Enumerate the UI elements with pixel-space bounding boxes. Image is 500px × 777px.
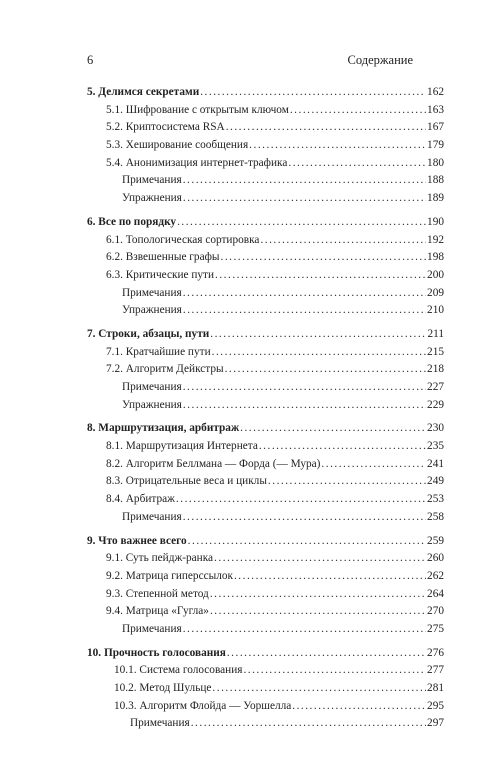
running-title: Содержание: [347, 53, 413, 67]
toc-entry-title: 9.2. Матрица гиперссылок: [106, 569, 233, 582]
toc-entry-title: 10.3. Алгоритм Флойда — Уоршелла: [114, 699, 292, 712]
dot-leader: [183, 621, 426, 639]
toc-page-number: 264: [427, 587, 444, 600]
dot-leader: [221, 249, 427, 267]
toc-entry-title: 10. Прочность голосования: [87, 646, 226, 659]
toc-note-entry[interactable]: [87, 190, 444, 208]
toc-section: [87, 645, 444, 733]
toc-subsection[interactable]: [87, 473, 444, 491]
toc-entry-title: 7.2. Алгоритм Дейкстры: [106, 363, 224, 376]
toc-entry-title: 5.3. Хеширование сообщения: [106, 139, 249, 152]
toc-entry-title: Упражнения: [122, 192, 182, 205]
toc-entry-title: 5. Делимся секретами: [87, 86, 200, 98]
toc-subsection[interactable]: [87, 232, 444, 250]
toc-entry-title: 8. Маршрутизация, арбитраж: [87, 422, 240, 435]
toc-note-entry[interactable]: [87, 621, 444, 639]
toc-chapter[interactable]: [87, 533, 444, 551]
toc-subsection[interactable]: [87, 119, 444, 137]
toc-entry-title: 9. Что важнее всего: [87, 534, 187, 547]
toc-subsection[interactable]: [87, 361, 444, 379]
toc-section: [87, 214, 444, 320]
dot-leader: [227, 645, 426, 663]
toc-page-number: 209: [427, 286, 444, 299]
toc-subsection[interactable]: [87, 249, 444, 267]
toc-page-number: 229: [427, 398, 444, 411]
toc-page-number: 211: [427, 327, 444, 340]
toc-page-number: 281: [427, 682, 444, 694]
toc-entry-title: Упражнения: [122, 304, 182, 317]
toc-section: [87, 326, 444, 414]
table-of-contents: [87, 84, 444, 733]
dot-leader: [290, 102, 426, 120]
toc-note-entry[interactable]: [87, 172, 444, 190]
toc-subsection[interactable]: [87, 102, 444, 120]
toc-page-number: 218: [427, 363, 444, 376]
dot-leader: [268, 473, 426, 491]
toc-section: [87, 420, 444, 526]
toc-page-number: 230: [427, 422, 444, 435]
toc-subsection[interactable]: [87, 568, 444, 586]
dot-leader: [214, 550, 426, 568]
toc-entry-title: 5.1. Шифрование с открытым ключом: [106, 103, 289, 116]
toc-entry-title: 8.4. Арбитраж: [106, 493, 175, 506]
dot-leader: [210, 586, 426, 604]
toc-entry-title: 8.1. Маршрутизация Интернета: [106, 440, 258, 453]
toc-entry-title: Примечания: [130, 717, 190, 730]
dot-leader: [210, 326, 426, 344]
toc-subsection[interactable]: [87, 603, 444, 621]
toc-subsection[interactable]: [87, 680, 444, 698]
toc-chapter[interactable]: [87, 214, 444, 232]
toc-entry-title: 6.1. Топологическая сортировка: [106, 233, 260, 246]
toc-entry-title: Примечания: [122, 381, 182, 393]
toc-page-number: 190: [427, 215, 444, 228]
dot-leader: [183, 379, 426, 397]
toc-entry-title: Упражнения: [122, 398, 182, 411]
dot-leader: [177, 214, 426, 232]
toc-page-number: 277: [427, 664, 444, 677]
toc-subsection[interactable]: [87, 456, 444, 474]
dot-leader: [292, 698, 426, 716]
toc-page-number: 241: [427, 457, 444, 470]
toc-entry-title: 6. Все по порядку: [87, 215, 177, 228]
toc-page-number: 276: [427, 646, 444, 659]
toc-subsection[interactable]: [87, 137, 444, 155]
toc-subsection[interactable]: [87, 155, 444, 173]
toc-page-number: 163: [427, 103, 444, 116]
toc-page-number: 275: [427, 622, 444, 635]
toc-page-number: 198: [427, 251, 444, 264]
toc-entry-title: Примечания: [122, 510, 182, 523]
dot-leader: [183, 397, 426, 415]
dot-leader: [215, 267, 426, 285]
toc-chapter[interactable]: [87, 326, 444, 344]
toc-entry-title: 5.4. Анонимизация интернет-трафика: [106, 156, 288, 169]
toc-subsection[interactable]: [87, 491, 444, 509]
toc-note-entry[interactable]: [87, 509, 444, 527]
toc-entry-title: Примечания: [122, 174, 182, 187]
toc-page-number: 188: [427, 174, 444, 187]
toc-page-number: 270: [427, 605, 444, 618]
toc-page-number: 180: [427, 156, 444, 169]
toc-note-entry[interactable]: [87, 715, 444, 733]
toc-entry-title: 10.2. Метод Шульце: [114, 682, 212, 694]
toc-entry-title: 9.3. Степенной метод: [106, 587, 209, 600]
toc-section: [87, 84, 444, 208]
toc-page-number: 210: [427, 304, 444, 317]
toc-section: [87, 533, 444, 639]
toc-page-number: 262: [427, 569, 444, 582]
toc-subsection[interactable]: [87, 586, 444, 604]
dot-leader: [212, 344, 426, 362]
dot-leader: [183, 285, 426, 303]
toc-entry-title: 7. Строки, абзацы, пути: [87, 327, 210, 340]
dot-leader: [243, 662, 426, 680]
dot-leader: [259, 438, 426, 456]
dot-leader: [212, 680, 426, 698]
dot-leader: [234, 568, 426, 586]
toc-entry-title: 5.2. Криптосистема RSA: [106, 121, 225, 134]
toc-page-number: 179: [427, 139, 444, 152]
toc-page-number: 192: [427, 233, 444, 246]
toc-entry-title: 10.1. Система голосования: [114, 664, 243, 677]
toc-page-number: 297: [427, 717, 444, 730]
dot-leader: [321, 456, 426, 474]
toc-entry-title: Примечания: [122, 286, 182, 299]
toc-page-number: 227: [427, 381, 444, 393]
toc-subsection[interactable]: [87, 438, 444, 456]
toc-page-number: 162: [427, 86, 444, 98]
dot-leader: [183, 302, 426, 320]
toc-chapter[interactable]: [87, 84, 444, 102]
page-number: 6: [87, 53, 94, 67]
dot-leader: [183, 509, 426, 527]
toc-entry-title: 6.3. Критические пути: [106, 268, 215, 281]
toc-note-entry[interactable]: [87, 302, 444, 320]
toc-chapter[interactable]: [87, 645, 444, 663]
dot-leader: [249, 137, 426, 155]
toc-note-entry[interactable]: [87, 397, 444, 415]
dot-leader: [288, 155, 426, 173]
toc-page-number: 167: [427, 121, 444, 134]
toc-subsection[interactable]: [87, 698, 444, 716]
toc-entry-title: 6.2. Взвешенные графы: [106, 251, 220, 264]
toc-entry-title: 8.3. Отрицательные веса и циклы: [106, 475, 267, 488]
toc-subsection[interactable]: [87, 344, 444, 362]
dot-leader: [188, 533, 426, 551]
dot-leader: [176, 491, 426, 509]
dot-leader: [225, 361, 426, 379]
dot-leader: [240, 420, 426, 438]
toc-page-number: 260: [427, 552, 444, 565]
toc-entry-title: 8.2. Алгоритм Беллмана — Форда (— Мура): [106, 457, 321, 470]
dot-leader: [183, 190, 426, 208]
page-header: [87, 53, 413, 71]
dot-leader: [260, 232, 426, 250]
dot-leader: [226, 119, 426, 137]
toc-note-entry[interactable]: [87, 285, 444, 303]
toc-page-number: 258: [427, 510, 444, 523]
toc-subsection[interactable]: [87, 267, 444, 285]
dot-leader: [210, 603, 426, 621]
toc-page-number: 200: [427, 268, 444, 281]
toc-page-number: 215: [427, 345, 444, 358]
toc-entry-title: 7.1. Кратчайшие пути: [106, 345, 211, 358]
toc-page-number: 253: [427, 493, 444, 506]
toc-entry-title: Примечания: [122, 622, 182, 635]
toc-subsection[interactable]: [87, 662, 444, 680]
toc-entry-title: 9.4. Матрица «Гугла»: [106, 605, 209, 618]
toc-entry-title: 9.1. Суть пейдж-ранка: [106, 552, 214, 565]
toc-note-entry[interactable]: [87, 379, 444, 397]
toc-page-number: 189: [427, 192, 444, 205]
toc-subsection[interactable]: [87, 550, 444, 568]
dot-leader: [191, 715, 426, 733]
toc-chapter[interactable]: [87, 420, 444, 438]
dot-leader: [183, 172, 426, 190]
dot-leader: [200, 84, 426, 102]
toc-page-number: 249: [427, 475, 444, 488]
toc-page-number: 259: [427, 534, 444, 547]
toc-page-number: 235: [427, 440, 444, 453]
toc-page-number: 295: [427, 699, 444, 712]
